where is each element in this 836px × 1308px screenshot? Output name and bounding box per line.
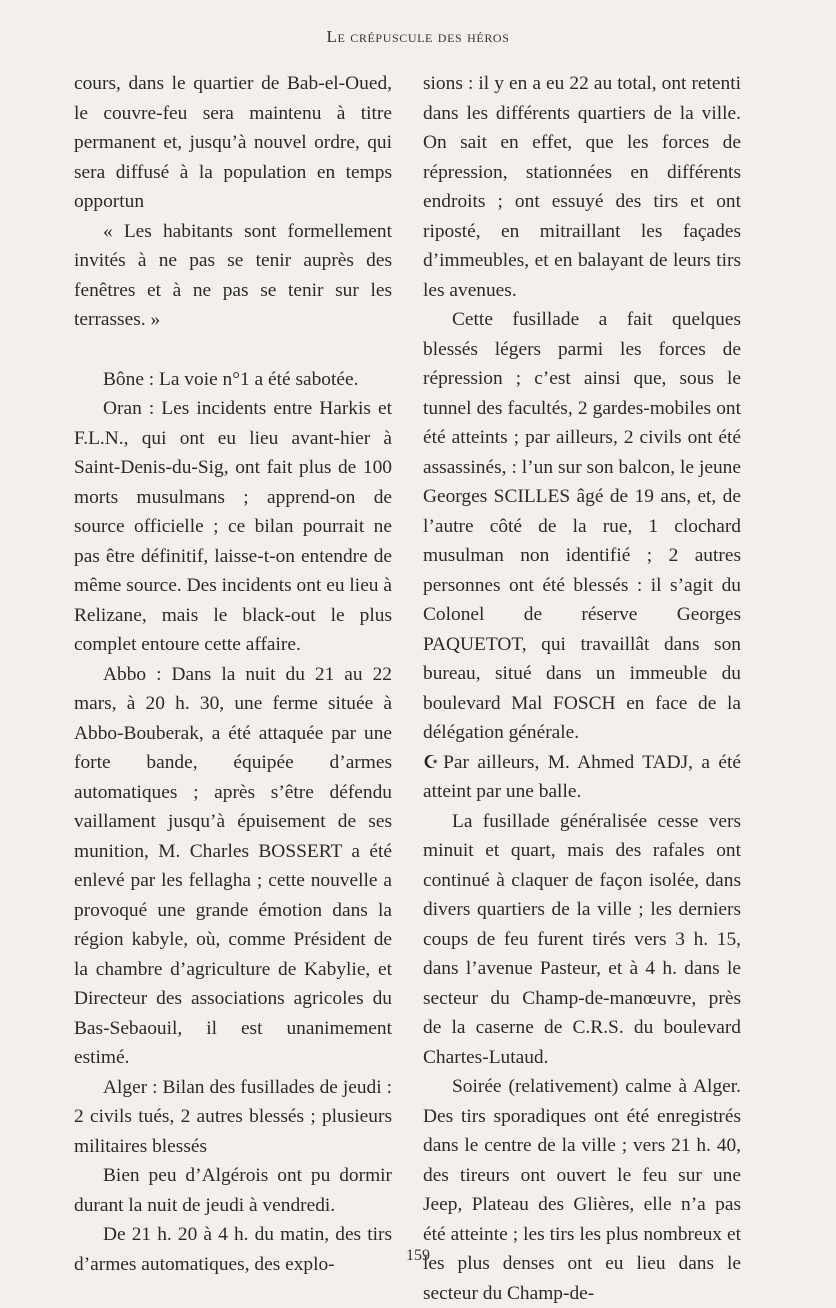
paragraph: De 21 h. 20 à 4 h. du matin, des tirs d’armes automatiques, des explo- bbox=[74, 1224, 392, 1275]
paragraph: Abbo : Dans la nuit du 21 au 22 mars, à 20 h. 30, une ferme située à Abbo-Bouberak, a été attaquée par une forte bande, équipée d’armes automatiques ; après s’être défendu vaillament jusqu’à épuisement de ses munition, M. Charles BOSSERT a été enlevé par les fellagha ; cette nouvelle a provoqué une grande émotion dans la région kabyle, où, comme Président de la chambre d’agriculture de Kabylie, et Directeur des associations agricoles du Bas-Sebaouil, il est unanimement estimé. bbox=[74, 663, 392, 1068]
paragraph: Soirée (relativement) calme à Alger. Des tirs sporadiques ont été enregistrés dans le centre de la ville ; vers 21 h. 40, des tireurs ont ouvert le feu sur une Jeep, Plateau des Glières, elle n’a pas été atteinte ; les tirs les plus nombreux et les plus denses ont eu lieu dans le secteur du Champ-de- bbox=[423, 1076, 741, 1304]
paragraph: Oran : Les incidents entre Harkis et F.L.N., qui ont eu lieu avant-hier à Saint-Denis-du-Sig, ont fait plus de 100 morts musulmans ; apprend-on de source officielle ; ce bilan pourrait ne pas être définitif, laisse-t-on entendre de même source. Des incidents ont eu lieu à Relizane, mais le black-out le plus complet entoure cette affaire. bbox=[74, 398, 392, 655]
paragraph: cours, dans le quartier de Bab-el-Oued, le couvre-feu sera maintenu à titre permanent et, jusqu’à nouvel ordre, qui sera diffusé à la population en temps opportun bbox=[74, 73, 392, 212]
paragraph-with-mark bbox=[423, 748, 741, 807]
paragraph: « Les habitants sont formellement invités à ne pas se tenir auprès des fenêtres et à ne pas se tenir sur les terrasses. » bbox=[74, 220, 392, 330]
paragraph: Bône : La voie n°1 a été sabotée. bbox=[103, 368, 359, 390]
paragraph: Bien peu d’Algérois ont pu dormir durant la nuit de jeudi à vendredi. bbox=[74, 1165, 392, 1216]
paragraph: sions : il y en a eu 22 au total, ont retenti dans les différents quartiers de la ville. On sait en effet, que les forces de répression, stationnées en différents endroits ; ont essuyé des tirs et ont riposté, en mitraillant les façades d’immeubles, et en balayant de leurs tirs les avenues. bbox=[423, 73, 741, 301]
left-text-column bbox=[74, 69, 392, 1279]
paragraph: Cette fusillade a fait quelques blessés légers parmi les forces de répression ; c’est ainsi que, sous le tunnel des facultés, 2 gardes-mobiles ont été atteints ; par ailleurs, 2 civils ont été assassinés, : l’un sur son balcon, le jeune Georges SCILLES âgé de 19 ans, et, de l’autre côté de la rue, 1 clochard musulman non identifié ; 2 autres personnes ont été blessés : il s’agit du Colonel de réserve Georges PAQUETOT, qui travaillât dans son bureau, situé dans un immeuble du boulevard Mal FOSCH en face de la délégation générale. bbox=[423, 309, 741, 743]
page-number: 159 bbox=[406, 1247, 430, 1264]
right-text-column bbox=[423, 69, 741, 1308]
paragraph: Alger : Bilan des fusillades de jeudi : 2 civils tués, 2 autres blessés ; plusieurs militaires blessés bbox=[74, 1076, 392, 1157]
paragraph-text: Par ailleurs, M. Ahmed TADJ, a été atteint par une balle. bbox=[423, 751, 741, 802]
crescent-mark-icon: ☪ bbox=[423, 751, 440, 772]
paragraph: La fusillade généralisée cesse vers minuit et quart, mais des rafales ont continué à claquer de façon isolée, dans divers quartiers de la ville ; les derniers coups de feu furent tirés vers 3 h. 15, dans l’avenue Pasteur, et à 4 h. dans le secteur du Champ-de-manœuvre, près de la caserne de C.R.S. du boulevard Chartes-Lutaud. bbox=[423, 810, 741, 1068]
running-title: Le crépuscule des héros bbox=[326, 27, 510, 46]
